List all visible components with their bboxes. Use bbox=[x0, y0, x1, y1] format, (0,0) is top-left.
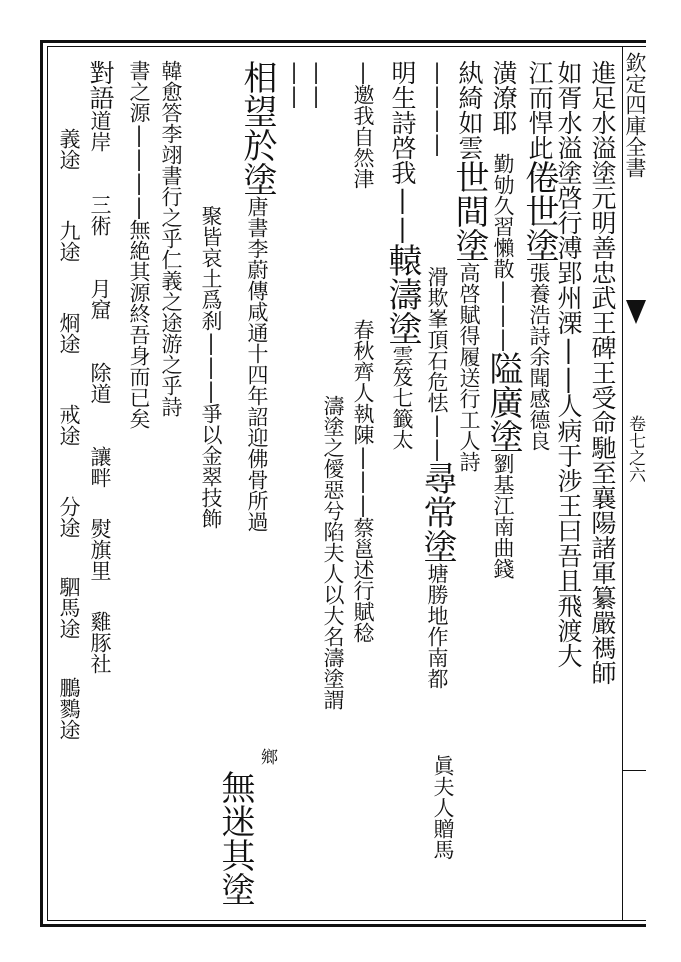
text-column-15-f: 熨旗里 bbox=[88, 518, 112, 581]
text-column-4 bbox=[483, 60, 523, 579]
text-column-5-b: 高啓賦得履送行工人詩 bbox=[457, 262, 481, 472]
text-column-8-a: |邀我自然津 bbox=[351, 60, 375, 189]
text-column-7-b: 雲笈七籤太 bbox=[390, 345, 414, 450]
entry-heading-yuantao: 轅濤塗 bbox=[382, 243, 422, 345]
text-column-6-c: 塘勝地作南都 bbox=[425, 563, 449, 689]
text-column-2: 如胥水溢塗啓行溥郢州溧||人病于涉王曰吾且飛渡大 bbox=[554, 60, 583, 668]
entry-heading-juanshi: 倦世塗 bbox=[519, 160, 559, 262]
text-column-6-b: 滑欺峯頂石危怯|| bbox=[425, 266, 449, 461]
text-column-4-c: 劉基江南曲錢 bbox=[491, 453, 515, 579]
text-column-15-d: 除道 bbox=[88, 362, 112, 404]
text-column-9-b: 眞夫人贈馬 bbox=[431, 755, 455, 860]
text-column-12-a: 聚皆哀土爲刹||| bbox=[199, 205, 223, 403]
text-column-14: 書之源||||無絶其源終吾身而已矣 bbox=[127, 60, 151, 429]
text-column-12-b: 爭以金翠技飾 bbox=[199, 403, 223, 529]
text-column-6-a: |||| bbox=[425, 60, 449, 156]
text-column-13: 韓愈答李翊書行之乎仁義之途游之乎詩 bbox=[159, 60, 183, 417]
text-column-3 bbox=[519, 60, 559, 451]
text-column-15-c: 月窟 bbox=[88, 278, 112, 320]
text-column-15 bbox=[88, 60, 113, 674]
text-column-15-g: 雞豚社 bbox=[88, 611, 112, 674]
entry-heading-xiangwang: 相望於塗 bbox=[237, 60, 277, 196]
text-column-16-a: 義途 bbox=[57, 128, 81, 170]
text-column-16-b: 九途 bbox=[57, 220, 81, 262]
duiyu-label: 對語 bbox=[86, 60, 115, 110]
text-column-3-a: 江而悍此 bbox=[525, 60, 554, 160]
text-column-16 bbox=[58, 128, 79, 740]
text-column-8-c: 蔡邕述行賦稔 bbox=[351, 517, 375, 643]
text-column-7 bbox=[382, 60, 422, 450]
text-column-9: 濤塗之僾惡兮陷夫人以大名濤塗謂 bbox=[321, 395, 345, 710]
text-column-10-b: || bbox=[304, 60, 328, 108]
text-column-7-a: 明生詩啓我|| bbox=[388, 60, 417, 243]
juan-number: 卷七之六 bbox=[625, 415, 645, 483]
text-column-5-a: 紈綺如雲 bbox=[455, 60, 484, 160]
text-column-15-a: 道岸 bbox=[88, 110, 112, 152]
text-column-16-d: 戒途 bbox=[57, 404, 81, 446]
text-column-16-f: 駟馬途 bbox=[57, 576, 81, 639]
text-column-11 bbox=[237, 60, 277, 532]
text-column-11-b: 唐書李蔚傳咸通十四年詔迎佛骨所過 bbox=[245, 196, 269, 532]
text-column-5 bbox=[449, 60, 489, 472]
text-column-12 bbox=[200, 205, 221, 529]
text-column-8-b: 春秋齊人執陳||| bbox=[351, 319, 375, 517]
entry-heading-aiguang: 隘廣塗 bbox=[483, 351, 523, 453]
text-column-4-b: 勤劬久習懶散||| bbox=[491, 153, 515, 351]
text-column-15-b: 三術 bbox=[88, 194, 112, 236]
text-column-8 bbox=[352, 60, 373, 643]
text-column-1: 進足水溢塗元明善忠武王碑王受命馳至襄陽諸軍纂嚴禡師 bbox=[588, 60, 617, 685]
text-column-3-b: 張養浩詩余聞感德良 bbox=[527, 262, 551, 451]
entry-heading-wumi: 無迷其塗 bbox=[215, 770, 255, 906]
text-column-12-c: 鄉 bbox=[257, 748, 277, 765]
entry-heading-xunchang: 尋常塗 bbox=[417, 461, 457, 563]
fishtail-mark bbox=[626, 300, 646, 324]
entry-heading-shijian: 世間塗 bbox=[449, 160, 489, 262]
text-column-4-a: 潢潦耶 bbox=[489, 60, 518, 135]
text-column-15-e: 讓畔 bbox=[88, 446, 112, 488]
text-column-16-c: 烱途 bbox=[57, 312, 81, 354]
book-title: 欽定四庫全書 bbox=[623, 52, 647, 178]
text-column-16-g: 鵬鷚途 bbox=[57, 677, 81, 740]
text-column-6 bbox=[417, 60, 457, 689]
fishtail-line bbox=[622, 770, 646, 771]
text-column-16-e: 分途 bbox=[57, 496, 81, 538]
text-column-10: || bbox=[282, 60, 306, 108]
